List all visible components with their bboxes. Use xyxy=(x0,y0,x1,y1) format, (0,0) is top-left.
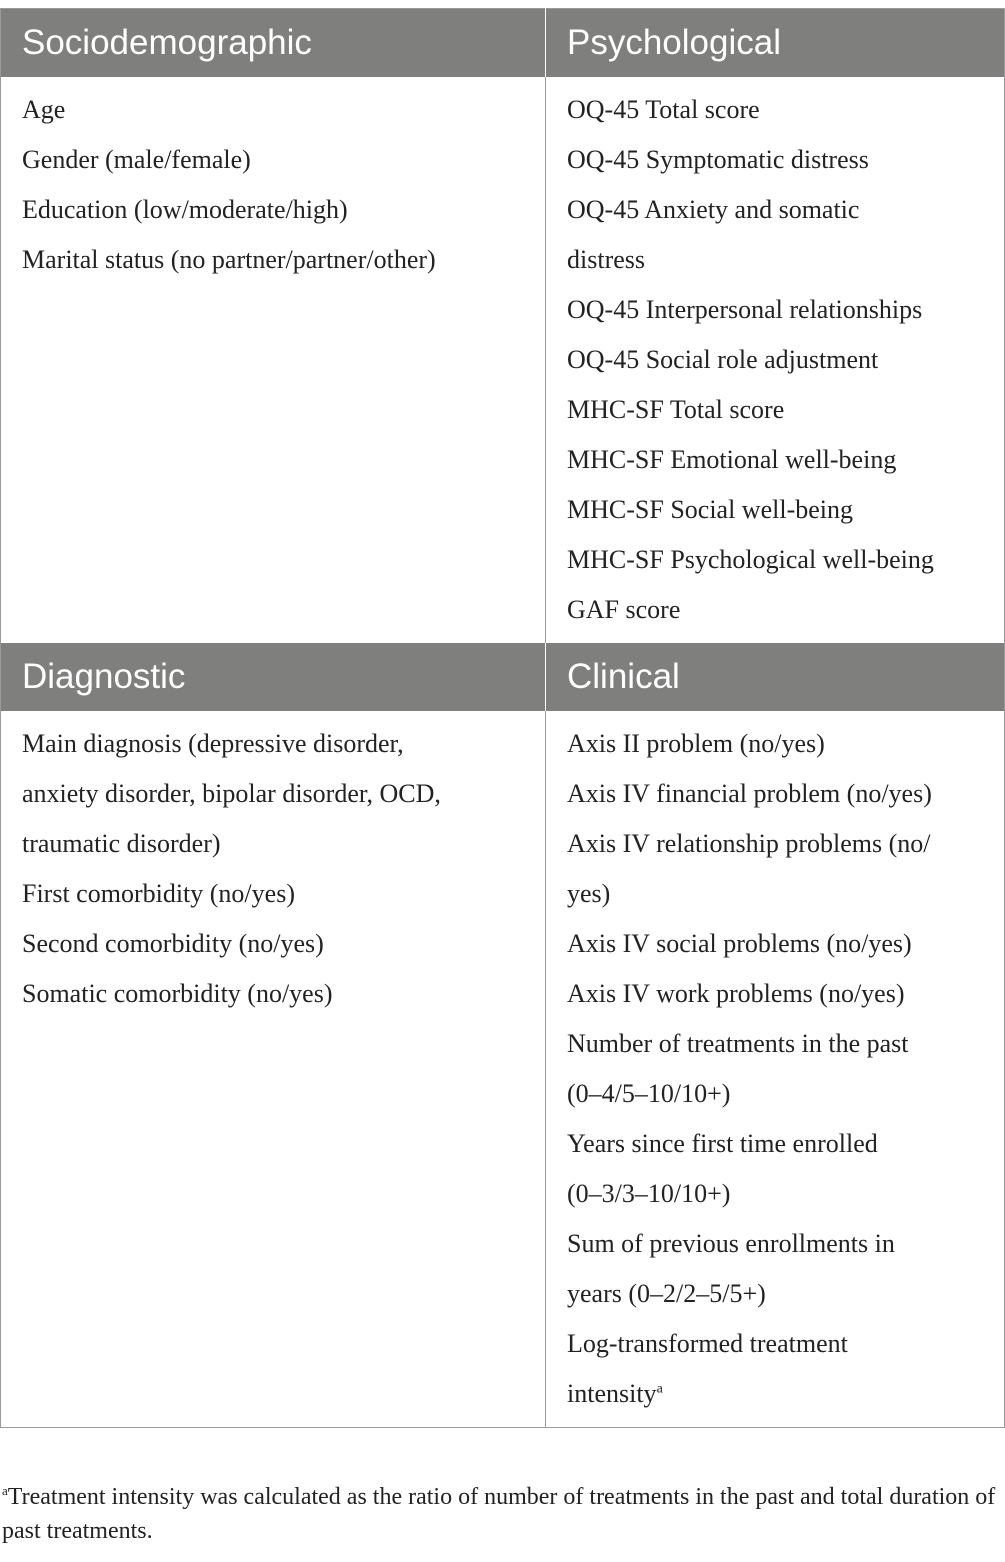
list-item: MHC-SF Total score xyxy=(567,394,785,424)
list-item: Sum of previous enrollments in years (0–2/2–5/5+) xyxy=(567,1228,895,1308)
list-item: OQ-45 Anxiety and somatic distress xyxy=(567,194,860,274)
list-item: Axis IV financial problem (no/yes) xyxy=(567,778,932,808)
list-item: OQ-45 Symptomatic distress xyxy=(567,144,869,174)
footnote-text: Treatment intensity was calculated as the ratio of number of treatments in the past and total duration of past treatments. xyxy=(2,1484,996,1544)
header-row xyxy=(1,643,1005,711)
list-item: Education (low/moderate/high) xyxy=(22,194,348,224)
list-item: MHC-SF Social well-being xyxy=(567,494,853,524)
header-clinical: Clinical xyxy=(546,643,1005,711)
header-sociodemographic: Sociodemographic xyxy=(1,9,546,77)
list-item: Axis II problem (no/yes) xyxy=(567,728,825,758)
table-row xyxy=(1,77,1005,643)
list-item: Axis IV social problems (no/yes) xyxy=(567,928,912,958)
footnote-mark: a xyxy=(2,1483,8,1498)
list-item: OQ-45 Interpersonal relationships xyxy=(567,294,923,324)
list-item: MHC-SF Emotional well-being xyxy=(567,444,897,474)
list-item: Marital status (no partner/partner/other) xyxy=(22,244,436,274)
list-item: Main diagnosis (depressive disorder, anxiety disorder, bipolar disorder, OCD, traumatic disorder) xyxy=(22,728,441,858)
diagnostic-cell xyxy=(1,711,546,1428)
list-item: GAF score xyxy=(567,594,681,624)
list-item: Number of treatments in the past (0–4/5–10/10+) xyxy=(567,1028,909,1108)
header-diagnostic: Diagnostic xyxy=(1,643,546,711)
list-item: MHC-SF Psychological well-being xyxy=(567,544,934,574)
list-item: First comorbidity (no/yes) xyxy=(22,878,295,908)
list-item: Years since first time enrolled (0–3/3–10/10+) xyxy=(567,1128,878,1208)
sociodemographic-cell xyxy=(1,77,546,643)
header-psychological: Psychological xyxy=(546,9,1005,77)
list-item: Axis IV work problems (no/yes) xyxy=(567,978,905,1008)
psychological-cell xyxy=(546,77,1005,643)
list-item: Second comorbidity (no/yes) xyxy=(22,928,324,958)
variables-table xyxy=(0,8,1005,1428)
list-item-text: Log-transformed treatment intensity xyxy=(567,1328,848,1408)
header-row xyxy=(1,9,1005,77)
list-item: Gender (male/female) xyxy=(22,144,251,174)
table-footnote xyxy=(2,1480,1002,1548)
list-item: Somatic comorbidity (no/yes) xyxy=(22,978,333,1008)
list-item: OQ-45 Total score xyxy=(567,94,760,124)
footnote-reference: a xyxy=(656,1380,663,1396)
list-item: Age xyxy=(22,94,66,124)
list-item: Axis IV relationship problems (no/ yes) xyxy=(567,828,931,908)
list-item xyxy=(567,1319,1004,1419)
list-item: OQ-45 Social role adjustment xyxy=(567,344,879,374)
clinical-cell xyxy=(546,711,1005,1428)
table-row xyxy=(1,711,1005,1428)
